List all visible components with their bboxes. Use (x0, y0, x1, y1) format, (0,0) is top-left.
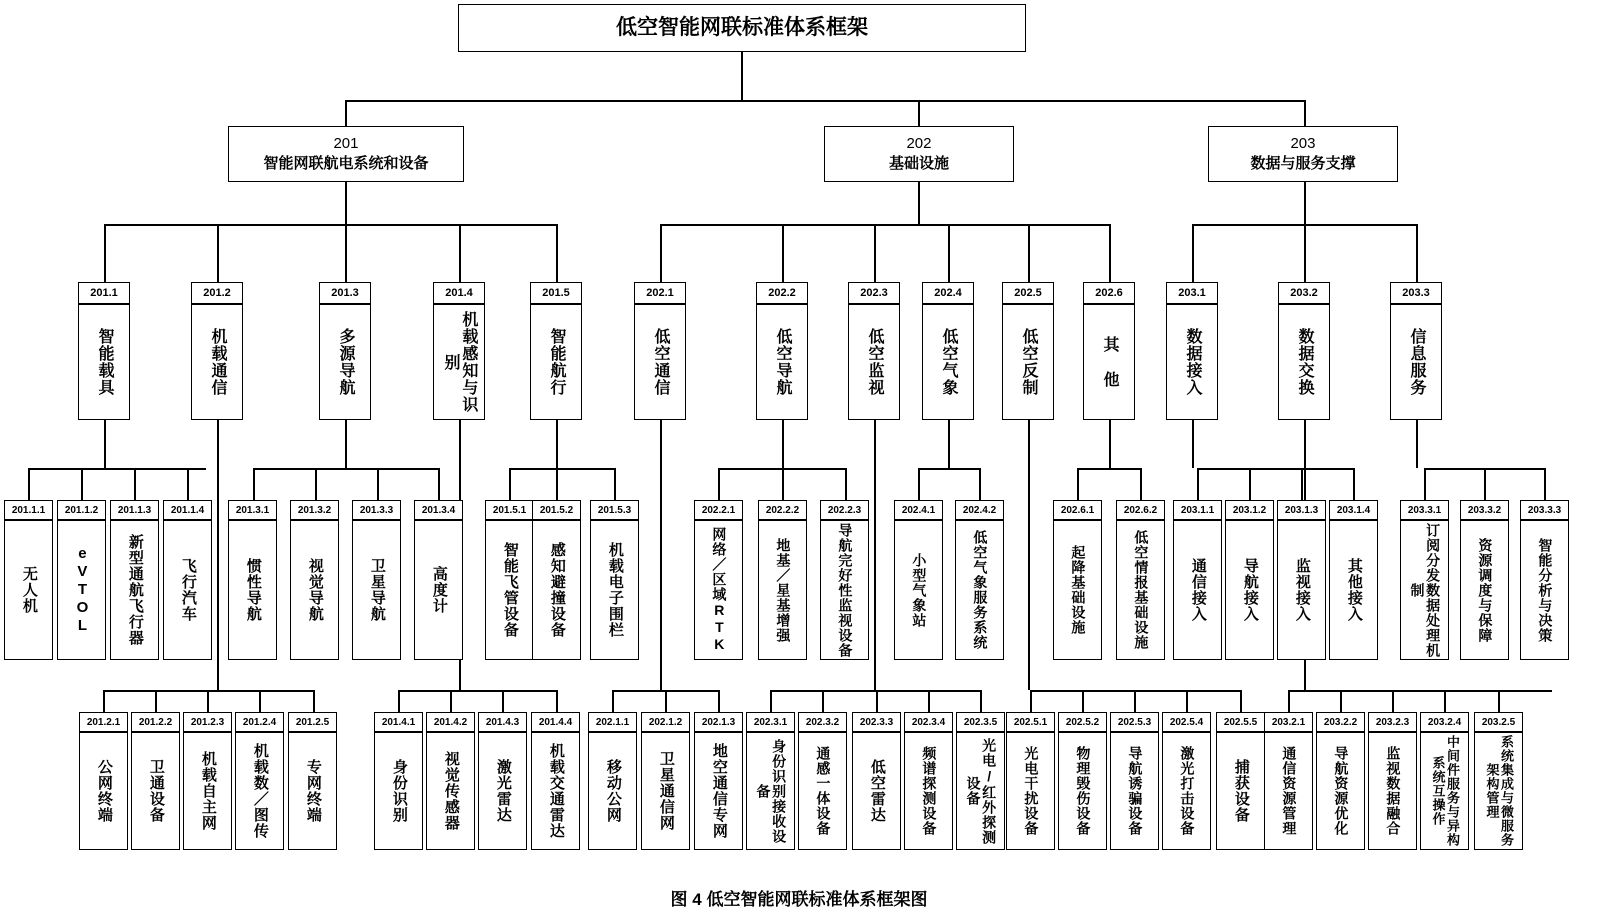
connector (1186, 690, 1188, 712)
node-203-1-1: 通信接入 (1173, 520, 1222, 660)
num-201-1-3: 201.1.3 (110, 500, 159, 520)
num-201-4-4: 201.4.4 (531, 712, 580, 732)
num-201-2-3: 201.2.3 (183, 712, 232, 732)
num-203-3-2: 203.3.2 (1460, 500, 1509, 520)
connector (980, 690, 982, 712)
connector (1416, 420, 1418, 468)
connector (81, 468, 83, 500)
node-201-2: 机载通信 (191, 304, 243, 420)
connector (438, 468, 440, 500)
connector (1288, 690, 1290, 712)
node-203: 203 数据与服务支撑 (1208, 126, 1398, 182)
num-202-4-1: 202.4.1 (894, 500, 943, 520)
node-203-3: 信息服务 (1390, 304, 1442, 420)
node-203-2-1: 通信资源管理 (1264, 732, 1313, 850)
connector (660, 420, 662, 690)
node-203-2-2: 导航资源优化 (1316, 732, 1365, 850)
connector (217, 420, 219, 690)
node-201-5: 智能航行 (530, 304, 582, 420)
connector (948, 224, 950, 286)
num-201-3-2: 201.3.2 (290, 500, 339, 520)
connector (217, 224, 219, 286)
connector (259, 690, 261, 712)
node-201-2-3: 机载自主网 (183, 732, 232, 850)
num-202-3-5: 202.3.5 (956, 712, 1005, 732)
node-202-3-5: 光电/红外探测设备 (956, 732, 1005, 850)
connector (459, 224, 461, 286)
connector (614, 468, 616, 500)
node-202-6-2: 低空情报基础设施 (1116, 520, 1165, 660)
connector (770, 690, 772, 712)
node-201-3: 多源导航 (319, 304, 371, 420)
num-201-5-3: 201.5.3 (590, 500, 639, 520)
node-203-3-2: 资源调度与保障 (1460, 520, 1509, 660)
num-202-1: 202.1 (634, 282, 686, 304)
connector (822, 690, 824, 712)
num-202-5-1: 202.5.1 (1006, 712, 1055, 732)
num-201-4-3: 201.4.3 (478, 712, 527, 732)
num-201-4-1: 201.4.1 (374, 712, 423, 732)
num-201-2-1: 201.2.1 (79, 712, 128, 732)
node-201-2-5: 专网终端 (288, 732, 337, 850)
connector (134, 468, 136, 500)
connector (660, 224, 662, 286)
num-203-2-4: 203.2.4 (1420, 712, 1469, 732)
node-202-5-2: 物理毁伤设备 (1058, 732, 1107, 850)
num-201-4-2: 201.4.2 (426, 712, 475, 732)
num-203-1-1: 203.1.1 (1173, 500, 1222, 520)
connector (845, 468, 847, 500)
connector (1030, 690, 1242, 692)
node-201-2-1: 公网终端 (79, 732, 128, 850)
connector (665, 690, 667, 712)
connector (1249, 468, 1251, 500)
num-202-5-5: 202.5.5 (1216, 712, 1265, 732)
num-201-3-3: 201.3.3 (352, 500, 401, 520)
connector (1030, 690, 1032, 712)
connector (1028, 224, 1030, 286)
node-201-1: 智能载具 (78, 304, 130, 420)
node-203-2: 数据交换 (1278, 304, 1330, 420)
connector (918, 182, 920, 224)
connector (556, 224, 558, 286)
node-203-2-4: 中间件服务与异构系统互操作 (1420, 732, 1469, 850)
node-202-2: 低空导航 (756, 304, 808, 420)
node-201-3-1: 惯性导航 (228, 520, 277, 660)
connector (1197, 468, 1353, 470)
connector (718, 690, 720, 712)
num-203-2-2: 203.2.2 (1316, 712, 1365, 732)
num-201-3-1: 201.3.1 (228, 500, 277, 520)
connector (1416, 224, 1418, 286)
num-203-2: 203.2 (1278, 282, 1330, 304)
connector (1304, 100, 1306, 126)
connector (103, 690, 315, 692)
node-201-4: 机载感知与识别 (433, 304, 485, 420)
num-201-2-2: 201.2.2 (131, 712, 180, 732)
connector (398, 690, 558, 692)
num-202-1-3: 202.1.3 (694, 712, 743, 732)
connector (1424, 468, 1426, 500)
connector (1077, 468, 1079, 500)
num-202-2-1: 202.2.1 (694, 500, 743, 520)
node-201-3-2: 视觉导航 (290, 520, 339, 660)
num-202-5-2: 202.5.2 (1058, 712, 1107, 732)
connector (104, 224, 556, 226)
num-203-3-3: 203.3.3 (1520, 500, 1569, 520)
node-201-1-1: 无人机 (4, 520, 53, 660)
connector (979, 468, 981, 500)
connector (253, 468, 255, 500)
connector (253, 468, 439, 470)
connector (1077, 468, 1141, 470)
num-201-2: 201.2 (191, 282, 243, 304)
figure-caption: 图 4 低空智能网联标准体系框架图 (670, 890, 928, 909)
node-203-3-3: 智能分析与决策 (1520, 520, 1569, 660)
connector (782, 224, 784, 286)
connector (345, 420, 347, 468)
num-202-5-4: 202.5.4 (1162, 712, 1211, 732)
connector (1340, 690, 1342, 712)
node-203-1-2: 导航接入 (1225, 520, 1274, 660)
connector (509, 468, 615, 470)
connector (782, 420, 784, 468)
node-202-4: 低空气象 (922, 304, 974, 420)
num-201-1-2: 201.1.2 (57, 500, 106, 520)
num-201-5-1: 201.5.1 (485, 500, 534, 520)
node-201-4-3: 激光雷达 (478, 732, 527, 850)
node-201-5-2: 感知避撞设备 (532, 520, 581, 660)
num-202-5: 202.5 (1002, 282, 1054, 304)
num-203-3: 203.3 (1390, 282, 1442, 304)
num-202-2-3: 202.2.3 (820, 500, 869, 520)
node-202-2-2: 地基／星基增强 (758, 520, 807, 660)
connector (1240, 690, 1242, 712)
num-202-4-2: 202.4.2 (955, 500, 1004, 520)
connector (1392, 690, 1394, 712)
num-203-2-5: 203.2.5 (1474, 712, 1523, 732)
num-201-1-4: 201.1.4 (163, 500, 212, 520)
node-203-1-4: 其他接入 (1329, 520, 1378, 660)
connector (509, 468, 511, 500)
node-202-1-2: 卫星通信网 (641, 732, 690, 850)
num-202-3-2: 202.3.2 (798, 712, 847, 732)
connector (1082, 690, 1084, 712)
connector (313, 690, 315, 712)
node-201-4-2: 视觉传感器 (426, 732, 475, 850)
connector (1192, 420, 1194, 468)
connector (28, 468, 206, 470)
num-202-6: 202.6 (1083, 282, 1135, 304)
connector (556, 690, 558, 712)
node-202-1-3: 地空通信专网 (694, 732, 743, 850)
connector (1134, 690, 1136, 712)
connector (345, 182, 347, 224)
connector (660, 224, 1109, 226)
connector (1140, 468, 1142, 500)
connector (1197, 468, 1199, 500)
connector (104, 224, 106, 286)
node-203-1-3: 监视接入 (1277, 520, 1326, 660)
node-201-5-1: 智能飞管设备 (485, 520, 534, 660)
num-202-1-2: 202.1.2 (641, 712, 690, 732)
num-202-6-1: 202.6.1 (1053, 500, 1102, 520)
node-201-1-3: 新型通航飞行器 (110, 520, 159, 660)
connector (874, 224, 876, 286)
connector (187, 468, 189, 500)
node-203-1: 数据接入 (1166, 304, 1218, 420)
connector (1544, 468, 1546, 500)
connector (1484, 468, 1486, 500)
node-201-2-2: 卫通设备 (131, 732, 180, 850)
num-201-5: 201.5 (530, 282, 582, 304)
num-201-2-5: 201.2.5 (288, 712, 337, 732)
connector (207, 690, 209, 712)
node-202-2-1: 网络／区域RTK (694, 520, 743, 660)
num-201-1-1: 201.1.1 (4, 500, 53, 520)
connector (948, 420, 950, 468)
num-201-3: 201.3 (319, 282, 371, 304)
num-202-2: 202.2 (756, 282, 808, 304)
connector (741, 52, 743, 100)
num-203-1-4: 203.1.4 (1329, 500, 1378, 520)
connector (1028, 420, 1030, 690)
connector (1288, 690, 1552, 692)
node-202-3-1: 身份识别接收设备 (746, 732, 795, 850)
connector (1304, 182, 1306, 224)
node-201-1-4: 飞行汽车 (163, 520, 212, 660)
node-201-5-3: 机载电子围栏 (590, 520, 639, 660)
node-202-3-4: 频谱探测设备 (904, 732, 953, 850)
num-201-3-4: 201.3.4 (414, 500, 463, 520)
connector (918, 468, 980, 470)
node-202-6-1: 起降基础设施 (1053, 520, 1102, 660)
node-202-1: 低空通信 (634, 304, 686, 420)
node-203-3-1: 订阅分发数据处理机制 (1400, 520, 1449, 660)
node-202-4-2: 低空气象服务系统 (955, 520, 1004, 660)
connector (315, 468, 317, 500)
num-201-1: 201.1 (78, 282, 130, 304)
num-201-5-2: 201.5.2 (532, 500, 581, 520)
node-202-3-2: 通感一体设备 (798, 732, 847, 850)
connector (782, 468, 784, 500)
node-202-5-5: 捕获设备 (1216, 732, 1265, 850)
num-202-1-1: 202.1.1 (588, 712, 637, 732)
num-203-2-3: 203.2.3 (1368, 712, 1417, 732)
connector (28, 468, 30, 500)
connector (928, 690, 930, 712)
num-202-3: 202.3 (848, 282, 900, 304)
connector (502, 690, 504, 712)
node-201-3-4: 高度计 (414, 520, 463, 660)
connector (1192, 224, 1194, 286)
node-202-4-1: 小型气象站 (894, 520, 943, 660)
connector (377, 468, 379, 500)
connector (718, 468, 720, 500)
num-203-1-2: 203.1.2 (1225, 500, 1274, 520)
connector (1109, 224, 1111, 286)
num-201-4: 201.4 (433, 282, 485, 304)
node-203-2-5: 系统集成与微服务架构管理 (1474, 732, 1523, 850)
node-202: 202 基础设施 (824, 126, 1014, 182)
num-202-2-2: 202.2.2 (758, 500, 807, 520)
node-201-1-2: eVTOL (57, 520, 106, 660)
connector (1353, 468, 1355, 500)
num-202-5-3: 202.5.3 (1110, 712, 1159, 732)
connector (398, 690, 400, 712)
num-202-3-4: 202.3.4 (904, 712, 953, 732)
node-202-6: 其 他 (1083, 304, 1135, 420)
connector (1498, 690, 1500, 712)
connector (155, 690, 157, 712)
node-202-5: 低空反制 (1002, 304, 1054, 420)
root-node: 低空智能网联标准体系框架 (458, 4, 1026, 52)
node-202-5-4: 激光打击设备 (1162, 732, 1211, 850)
num-203-2-1: 203.2.1 (1264, 712, 1313, 732)
node-202-1-1: 移动公网 (588, 732, 637, 850)
connector (1444, 690, 1446, 712)
node-202-2-3: 导航完好性监视设备 (820, 520, 869, 660)
node-201-3-3: 卫星导航 (352, 520, 401, 660)
connector (1301, 468, 1303, 500)
connector (918, 468, 920, 500)
num-203-1: 203.1 (1166, 282, 1218, 304)
connector (1109, 420, 1111, 468)
connector (612, 690, 614, 712)
node-201-4-1: 身份识别 (374, 732, 423, 850)
connector (103, 690, 105, 712)
node-201-4-4: 机载交通雷达 (531, 732, 580, 850)
connector (556, 468, 558, 500)
num-202-4: 202.4 (922, 282, 974, 304)
num-202-3-3: 202.3.3 (852, 712, 901, 732)
connector (874, 420, 876, 690)
node-203-2-3: 监视数据融合 (1368, 732, 1417, 850)
connector (104, 420, 106, 468)
connector (345, 100, 347, 126)
node-202-3: 低空监视 (848, 304, 900, 420)
node-201-2-4: 机载数／图传 (235, 732, 284, 850)
connector (345, 100, 1305, 102)
num-203-1-3: 203.1.3 (1277, 500, 1326, 520)
connector (876, 690, 878, 712)
connector (450, 690, 452, 712)
node-202-5-3: 导航诱骗设备 (1110, 732, 1159, 850)
connector (918, 100, 920, 126)
node-201: 201 智能网联航电系统和设备 (228, 126, 464, 182)
connector (556, 420, 558, 468)
num-202-3-1: 202.3.1 (746, 712, 795, 732)
num-202-6-2: 202.6.2 (1116, 500, 1165, 520)
connector (345, 224, 347, 286)
num-201-2-4: 201.2.4 (235, 712, 284, 732)
connector (1304, 224, 1306, 286)
num-203-3-1: 203.3.1 (1400, 500, 1449, 520)
node-202-3-3: 低空雷达 (852, 732, 901, 850)
node-202-5-1: 光电干扰设备 (1006, 732, 1055, 850)
